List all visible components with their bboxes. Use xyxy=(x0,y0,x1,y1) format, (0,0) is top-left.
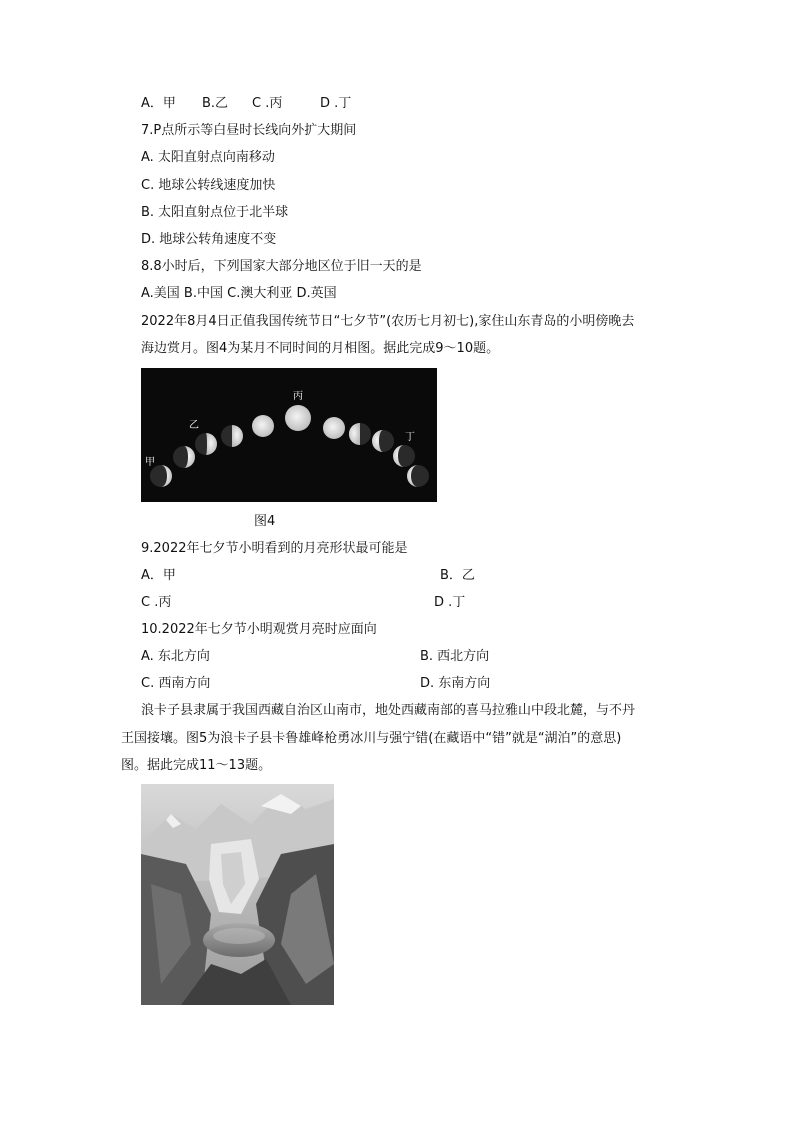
glacier-lake-photo xyxy=(141,784,334,1005)
passage-moon-line1: 2022年8月4日正值我国传统节日“七夕节”(农历七月初七),家住山东青岛的小明傍晚去 xyxy=(141,314,635,329)
q7-stem: 7.P点所示等白昼时长线向外扩大期间 xyxy=(141,123,357,138)
passage-lake-line2: 王国接壤。图5为浪卡子县卡鲁雄峰枪勇冰川与强宁错(在藏语中“错”就是“湖泊”的意思) xyxy=(121,731,622,746)
q7-option-b: B. 太阳直射点位于北半球 xyxy=(141,205,289,220)
moon-phase-3 xyxy=(195,433,217,455)
q7-option-d: D. 地球公转角速度不变 xyxy=(141,232,277,247)
moon-phase-8 xyxy=(349,423,371,445)
q6-option-a: A．甲 xyxy=(141,96,176,111)
q8-stem: 8.8小时后，下列国家大部分地区位于旧一天的是 xyxy=(141,259,422,274)
q7-option-a: A. 太阳直射点向南移动 xyxy=(141,150,275,165)
moon-phase-10 xyxy=(393,445,415,467)
q10-option-c: C. 西南方向 xyxy=(141,676,211,691)
q9-option-a: A．甲 xyxy=(141,568,176,583)
passage-lake-line3: 图。据此完成11～13题。 xyxy=(121,758,272,773)
moon-phase-7 xyxy=(323,417,345,439)
label-ding: 丁 xyxy=(405,432,415,443)
moon-phase-1 xyxy=(150,465,172,487)
q10-option-a: A. 东北方向 xyxy=(141,649,210,664)
q10-option-d: D. 东南方向 xyxy=(420,676,491,691)
q9-option-d: D .丁 xyxy=(434,595,466,610)
moon-phase-figure xyxy=(141,368,437,502)
q10-option-b: B. 西北方向 xyxy=(420,649,490,664)
label-bing: 丙 xyxy=(293,391,303,402)
q6-option-c: C .丙 xyxy=(252,96,283,111)
label-jia: 甲 xyxy=(145,457,155,468)
moon-phase-4 xyxy=(221,425,243,447)
q9-stem: 9.2022年七夕节小明看到的月亮形状最可能是 xyxy=(141,541,408,556)
moon-phase-2 xyxy=(173,446,195,468)
q6-option-b: B.乙 xyxy=(202,96,229,111)
passage-moon-line2: 海边赏月。图4为某月不同时间的月相图。据此完成9～10题。 xyxy=(141,341,500,356)
q9-option-b: B．乙 xyxy=(440,568,475,583)
figure4-caption: 图4 xyxy=(254,514,276,529)
q7-option-c: C. 地球公转线速度加快 xyxy=(141,178,276,193)
q6-option-d: D .丁 xyxy=(320,96,352,111)
q9-option-c: C .丙 xyxy=(141,595,172,610)
moon-phase-11 xyxy=(407,465,429,487)
passage-lake-line1: 浪卡子县隶属于我国西藏自治区山南市，地处西藏南部的喜马拉雅山中段北麓，与不丹 xyxy=(141,703,636,718)
moon-phase-9 xyxy=(372,430,394,452)
q8-options: A.美国 B.中国 C.澳大利亚 D.英国 xyxy=(141,286,337,301)
moon-phase-5 xyxy=(252,415,274,437)
label-yi: 乙 xyxy=(189,420,199,431)
q10-stem: 10.2022年七夕节小明观赏月亮时应面向 xyxy=(141,622,377,637)
moon-phase-6-full xyxy=(285,405,311,431)
